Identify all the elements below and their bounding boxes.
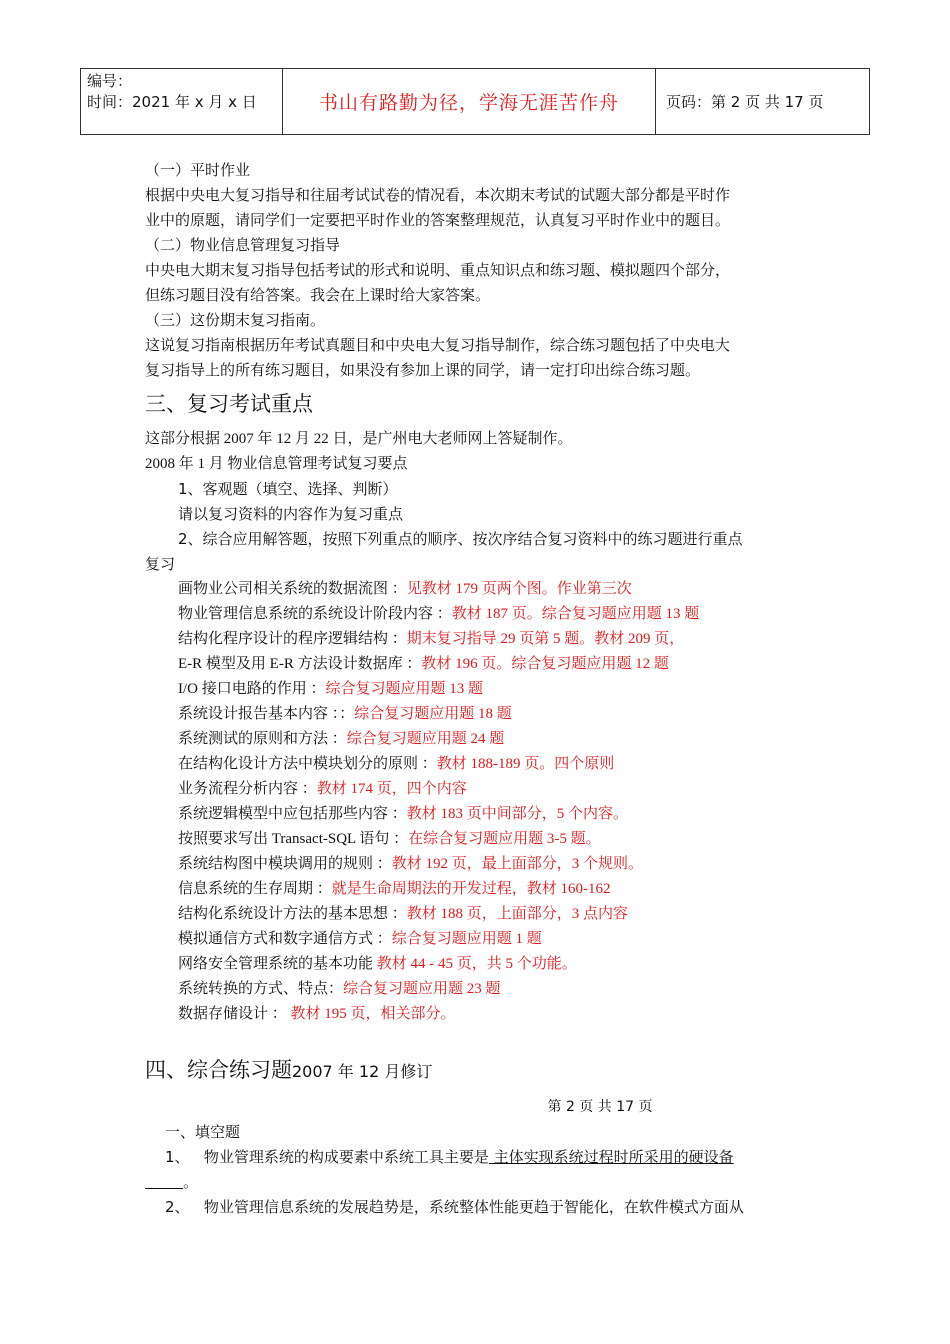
question-1 bbox=[145, 1145, 810, 1170]
point-ref: 综合复习题应用题 23 题 bbox=[343, 981, 501, 997]
section3-heading: 三、复习考试重点 bbox=[145, 392, 313, 416]
point-ref: 在综合复习题应用题 3-5 题。 bbox=[408, 831, 601, 847]
point-topic: I/O 接口电路的作用 ： bbox=[178, 681, 326, 697]
review-point bbox=[145, 977, 810, 1002]
point-ref: 教材 195 页，相关部分。 bbox=[290, 1006, 456, 1022]
point-topic: 信息系统的生存周期 ： bbox=[178, 881, 332, 897]
item2-text-1: 中央电大期末复习指导包括考试的形式和说明、重点知识点和练习题、模拟题四个部分， bbox=[145, 261, 731, 279]
review-point bbox=[145, 752, 810, 777]
point-topic: 画物业公司相关系统的数据流图 ： bbox=[178, 581, 407, 597]
review-point bbox=[145, 577, 810, 602]
section4-revision: 2007 年 12 月修订 bbox=[292, 1062, 433, 1081]
application-title-cont: 复习 bbox=[145, 555, 176, 573]
point-topic: 结构化系统设计方法的基本思想 ： bbox=[178, 906, 407, 922]
point-topic: 在结构化设计方法中模块划分的原则 ： bbox=[178, 756, 437, 772]
review-point bbox=[145, 727, 810, 752]
section3-intro-2: 2008 年 1 月 物业信息管理考试复习要点 bbox=[145, 456, 408, 472]
q1-blank bbox=[145, 1173, 183, 1191]
point-topic: 系统设计报告基本内容 ：： bbox=[178, 706, 355, 722]
point-ref: 就是生命周期法的开发过程，教材 160-162 bbox=[331, 881, 611, 897]
time-label: 时间：2021 年 x 月 x 日 bbox=[87, 93, 257, 111]
point-ref: 教材 174 页，四个内容 bbox=[316, 781, 467, 797]
section4-heading bbox=[145, 1055, 810, 1087]
review-point bbox=[145, 1002, 810, 1027]
review-point bbox=[145, 777, 810, 802]
review-point bbox=[145, 602, 810, 627]
item1-text-1: 根据中央电大复习指导和往届考试试卷的情况看，本次期末考试的试题大部分都是平时作 bbox=[145, 186, 731, 204]
review-point bbox=[145, 877, 810, 902]
point-ref: 教材 188 页，上面部分，3 点内容 bbox=[406, 906, 629, 922]
objective-text: 请以复习资料的内容作为复习重点 bbox=[178, 505, 404, 523]
question-1-cont bbox=[145, 1170, 810, 1195]
review-point bbox=[145, 827, 810, 852]
page-footer: 第 2 页 共 17 页 bbox=[547, 1099, 653, 1115]
motto: 书山有路勤为径，学海无涯苦作舟 bbox=[283, 69, 656, 134]
q1-end: 。 bbox=[183, 1173, 199, 1191]
q1-text: 物业管理系统的构成要素中系统工具主要是 bbox=[203, 1148, 489, 1166]
item3-text-2: 复习指导上的所有练习题目，如果没有参加上课的同学，请一定打印出综合练习题。 bbox=[145, 361, 701, 379]
point-topic: 物业管理信息系统的系统设计阶段内容 ： bbox=[178, 606, 452, 622]
point-topic: 系统结构图中模块调用的规则 ： bbox=[178, 856, 392, 872]
point-ref: 教材 44 - 45 页，共 5 个功能。 bbox=[376, 956, 577, 972]
fill-blank-title: 一、填空题 bbox=[165, 1123, 241, 1141]
point-ref: 教材 183 页中间部分，5 个内容。 bbox=[406, 806, 629, 822]
application-title: 2、综合应用解答题，按照下列重点的顺序、按次序结合复习资料中的练习题进行重点 bbox=[178, 530, 743, 548]
point-ref: 期末复习指导 29 页第 5 题。教材 209 页， bbox=[406, 631, 685, 647]
point-ref: 综合复习题应用题 18 题 bbox=[354, 706, 512, 722]
point-ref: 综合复习题应用题 24 题 bbox=[346, 731, 505, 747]
review-point bbox=[145, 802, 810, 827]
header-table bbox=[80, 68, 870, 135]
question-2 bbox=[145, 1195, 810, 1220]
q1-number: 1、 bbox=[165, 1148, 190, 1166]
point-topic: 系统测试的原则和方法 ： bbox=[178, 731, 347, 747]
point-topic: 结构化程序设计的程序逻辑结构 ： bbox=[178, 631, 407, 647]
point-topic: 业务流程分析内容 ： bbox=[178, 781, 317, 797]
item2-text-2: 但练习题目没有给答案。我会在上课时给大家答案。 bbox=[145, 286, 491, 304]
point-topic: 模拟通信方式和数字通信方式 ： bbox=[178, 931, 392, 947]
q2-text: 物业管理信息系统的发展趋势是，系统整体性能更趋于智能化，在软件模式方面从 bbox=[203, 1198, 744, 1216]
spacer bbox=[145, 1027, 810, 1049]
point-ref: 综合复习题应用题 1 题 bbox=[391, 931, 542, 947]
page-label: 页码：第 2 页 共 17 页 bbox=[666, 93, 824, 111]
point-topic: 数据存储设计 ： bbox=[178, 1006, 291, 1022]
section3-intro-1: 这部分根据 2007 年 12 月 22 日，是广州电大老师网上答疑制作。 bbox=[145, 431, 573, 447]
q1-answer: 主体实现系统过程时所采用的硬设备 bbox=[488, 1148, 734, 1166]
review-point bbox=[145, 952, 810, 977]
objective-title: 1、客观题（填空、选择、判断） bbox=[178, 480, 398, 498]
point-ref: 综合复习题应用题 13 题 bbox=[325, 681, 484, 697]
point-ref: 教材 187 页。综合复习题应用题 13 题 bbox=[451, 606, 700, 622]
point-topic: 网络安全管理系统的基本功能 bbox=[178, 956, 377, 972]
q2-number: 2、 bbox=[165, 1198, 190, 1216]
number-label: 编号： bbox=[87, 72, 133, 90]
review-point bbox=[145, 927, 810, 952]
item3-title: （三）这份期末复习指南。 bbox=[145, 311, 326, 329]
review-point bbox=[145, 627, 810, 652]
review-point bbox=[145, 902, 810, 927]
review-point bbox=[145, 702, 810, 727]
point-topic: 系统转换的方式、特点： bbox=[178, 981, 344, 997]
point-ref: 教材 196 页。综合复习题应用题 12 题 bbox=[421, 656, 669, 672]
review-point bbox=[145, 677, 810, 702]
item1-title: （一）平时作业 bbox=[145, 161, 251, 179]
point-topic: 系统逻辑模型中应包括那些内容 ： bbox=[178, 806, 407, 822]
item3-text-1: 这说复习指南根据历年考试真题目和中央电大复习指导制作，综合练习题包括了中央电大 bbox=[145, 336, 731, 354]
review-points-list bbox=[145, 577, 810, 1027]
item2-title: （二）物业信息管理复习指导 bbox=[145, 236, 341, 254]
point-ref: 见教材 179 页两个图。作业第三次 bbox=[406, 581, 632, 597]
document-body bbox=[145, 158, 810, 1220]
header-left-cell bbox=[81, 69, 283, 134]
point-ref: 教材 192 页，最上面部分，3 个规则。 bbox=[391, 856, 644, 872]
review-point bbox=[145, 652, 810, 677]
point-ref: 教材 188-189 页。四个原则 bbox=[436, 756, 615, 772]
review-point bbox=[145, 852, 810, 877]
section4-title: 四、综合练习题 bbox=[145, 1058, 292, 1082]
point-topic: 按照要求写出 Transact-SQL 语句 ： bbox=[178, 831, 409, 847]
item1-text-2: 业中的原题，请同学们一定要把平时作业的答案整理规范，认真复习平时作业中的题目。 bbox=[145, 211, 731, 229]
point-topic: E-R 模型及用 E-R 方法设计数据库 ： bbox=[178, 656, 422, 672]
